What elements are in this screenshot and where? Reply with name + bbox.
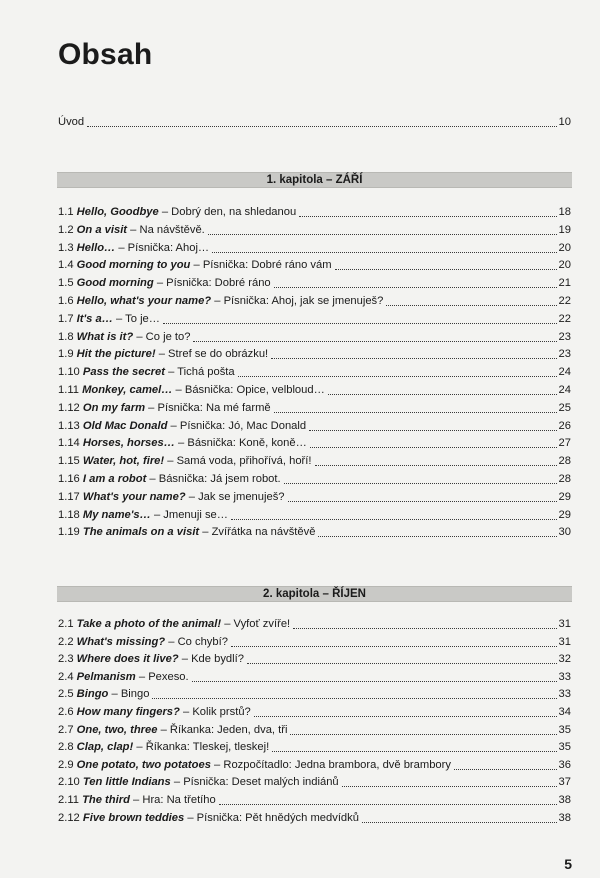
toc-entry-label xyxy=(58,506,228,524)
dot-leader xyxy=(284,483,557,484)
toc-entry xyxy=(58,221,571,239)
toc-entry-page: 22 xyxy=(558,295,571,307)
toc-entry-page: 28 xyxy=(558,455,571,468)
toc-entry-english-title: The animals on a visit xyxy=(82,526,200,539)
toc-entry-english-title: The third xyxy=(82,794,130,806)
dot-leader xyxy=(192,681,557,682)
toc-entry-english-title: Horses, horses… xyxy=(82,437,175,450)
toc-entry-label xyxy=(58,239,209,257)
toc-entry-label xyxy=(58,756,451,774)
toc-entry-page: 25 xyxy=(558,401,571,414)
dot-leader xyxy=(219,804,557,805)
toc-entry-czech-title: – Na návštěvě. xyxy=(127,223,205,236)
toc-entry xyxy=(58,703,571,721)
toc-entry xyxy=(58,434,571,452)
toc-entry-label xyxy=(58,417,306,435)
dot-leader xyxy=(152,698,556,699)
toc-entry-label xyxy=(58,703,251,721)
toc-entry xyxy=(58,756,571,774)
toc-entry-page: 38 xyxy=(558,794,571,806)
dot-leader xyxy=(293,628,556,629)
toc-entry-number: 1.5 xyxy=(58,277,77,290)
toc-entry-page: 10 xyxy=(558,116,571,128)
toc-entry-label xyxy=(58,274,271,292)
toc-entry-english-title: Bingo xyxy=(76,688,109,701)
toc-entry-english-title: I am a robot xyxy=(82,473,147,485)
toc-entry-english-title: Hello… xyxy=(76,241,116,254)
toc-entry-number: 1.8 xyxy=(58,330,77,343)
toc-entry-number: 2.8 xyxy=(58,741,77,754)
toc-entry-label xyxy=(58,328,190,346)
toc-entry-czech-title: – Říkanka: Jeden, dva, tři xyxy=(157,723,288,736)
toc-entry-number: 1.19 xyxy=(58,526,83,539)
toc-entry-number: 1.14 xyxy=(58,437,83,450)
toc-entry-label xyxy=(58,310,160,328)
toc-entry-page: 35 xyxy=(558,723,571,736)
toc-entry-number: 1.1 xyxy=(58,206,77,218)
toc-entry xyxy=(58,650,571,668)
toc-entry-number: 2.5 xyxy=(58,688,77,701)
toc-entry-page: 24 xyxy=(558,366,571,379)
toc-entry-number: 1.9 xyxy=(58,348,77,361)
toc-entry-number: 1.17 xyxy=(58,490,83,503)
toc-entry-page: 26 xyxy=(558,419,571,432)
toc-entry xyxy=(58,633,571,651)
toc-entry-label xyxy=(58,721,287,739)
toc-entry-czech-title: – Bingo xyxy=(108,688,150,701)
toc-entry-number: 1.10 xyxy=(58,366,83,379)
toc-entry-english-title: Water, hot, fire! xyxy=(82,455,165,468)
toc-entry-english-title: Five brown teddies xyxy=(82,811,185,824)
toc-entry xyxy=(58,668,571,686)
toc-entry-czech-title: – Pexeso. xyxy=(135,670,189,683)
dot-leader xyxy=(254,716,557,717)
dot-leader xyxy=(290,734,556,735)
toc-entry-number: 1.15 xyxy=(58,455,83,468)
toc-entry-page: 33 xyxy=(558,670,571,683)
toc-entry-czech-title: – Písnička: Pět hnědých medvídků xyxy=(184,811,359,824)
toc-entry-page: 18 xyxy=(558,206,571,218)
toc-entry-page: 21 xyxy=(558,277,571,290)
dot-leader xyxy=(288,501,557,502)
dot-leader xyxy=(247,663,557,664)
toc-entry-czech-title: – Tichá pošta xyxy=(164,366,235,379)
dot-leader xyxy=(272,751,556,752)
toc-entry-czech-title: – Básnička: Opice, velbloud… xyxy=(172,384,325,396)
toc-entry xyxy=(58,506,571,524)
toc-entry-label xyxy=(58,203,296,221)
toc-entry-page: 23 xyxy=(558,348,571,361)
toc-entry-number: 2.11 xyxy=(58,794,83,806)
toc-entry-czech-title: – Písnička: Dobré ráno xyxy=(153,277,271,290)
toc-entry-english-title: Good morning to you xyxy=(76,259,191,272)
toc-entry-page: 30 xyxy=(558,526,571,539)
toc-entry-english-title: What is it? xyxy=(76,330,134,343)
toc-entry-number: 1.18 xyxy=(58,508,83,521)
toc-entry xyxy=(58,292,571,310)
toc-entry xyxy=(58,470,571,488)
toc-entry-english-title: On my farm xyxy=(82,401,146,414)
toc-entry-english-title: One potato, two potatoes xyxy=(76,758,211,771)
toc-entry xyxy=(58,791,571,809)
toc-entry-page: 35 xyxy=(558,741,571,754)
toc-entry-english-title: What's your name? xyxy=(82,490,186,503)
toc-entry-number: 2.4 xyxy=(58,670,77,683)
dot-leader xyxy=(193,341,556,342)
toc-entry-czech-title: – Stref se do obrázku! xyxy=(155,348,269,361)
toc-entry xyxy=(58,328,571,346)
dot-leader xyxy=(231,646,557,647)
toc-entry-page: 29 xyxy=(558,508,571,521)
toc-entry xyxy=(58,381,571,399)
toc-entry-english-title: Monkey, camel… xyxy=(82,384,173,396)
toc-entry-page: 24 xyxy=(558,384,571,396)
toc-entry-czech-title: – Jmenuji se… xyxy=(150,508,228,521)
toc-entry-label xyxy=(58,381,325,399)
toc-entry-number: 1.11 xyxy=(58,384,83,396)
toc-entry xyxy=(58,488,571,506)
toc-entry-number: 1.12 xyxy=(58,401,83,414)
toc-entry-page: 19 xyxy=(558,223,571,236)
toc-entry-label xyxy=(58,470,281,488)
toc-entry-czech-title: – Básnička: Já jsem robot. xyxy=(146,473,281,485)
toc-entry-label xyxy=(58,256,332,274)
toc-entry-label xyxy=(58,791,216,809)
toc-entry-page: 27 xyxy=(558,437,571,450)
toc-entry-label xyxy=(58,221,205,239)
dot-leader xyxy=(342,786,557,787)
toc-entry xyxy=(58,452,571,470)
toc-entry-number: 1.2 xyxy=(58,223,77,236)
toc-entry-label xyxy=(58,773,339,791)
dot-leader xyxy=(299,216,556,217)
toc-entry-english-title: What's missing? xyxy=(76,635,166,648)
toc-entry-label xyxy=(58,668,189,686)
toc-entry-czech-title: – Písnička: Na mé farmě xyxy=(145,401,271,414)
toc-entry xyxy=(58,363,571,381)
toc-entry xyxy=(58,203,571,221)
toc-entry-label xyxy=(58,399,271,417)
toc-entry xyxy=(58,274,571,292)
toc-entry-label: Úvod xyxy=(58,116,85,128)
toc-entry-page: 20 xyxy=(558,241,571,254)
toc-entry-label xyxy=(58,650,244,668)
toc-entry-page: 20 xyxy=(558,259,571,272)
chapter-heading: 1. kapitola – ZÁŘÍ xyxy=(57,172,572,188)
toc-entry xyxy=(58,721,571,739)
toc-entry-page: 31 xyxy=(558,618,571,630)
toc-entry-intro xyxy=(58,113,571,131)
toc-entry-page: 22 xyxy=(558,312,571,325)
toc-entry xyxy=(58,310,571,328)
toc-entry-english-title: Pelmanism xyxy=(76,670,136,683)
toc-entry-page: 31 xyxy=(558,635,571,648)
toc-entry-czech-title: – To je… xyxy=(112,312,160,325)
toc-entry-number: 1.3 xyxy=(58,241,77,254)
toc-entry-page: 28 xyxy=(558,473,571,485)
toc-entry-page: 34 xyxy=(558,706,571,718)
dot-leader xyxy=(271,358,556,359)
toc-entry-english-title: Hello, what's your name? xyxy=(76,295,212,307)
toc-entry-label xyxy=(58,434,307,452)
dot-leader xyxy=(238,376,557,377)
page-title: Obsah xyxy=(58,38,153,71)
chapter-heading: 2. kapitola – ŘÍJEN xyxy=(57,586,572,602)
toc-entry-number: 2.6 xyxy=(58,706,77,718)
toc-entry-czech-title: – Písnička: Jó, Mac Donald xyxy=(167,419,307,432)
toc-entry-number: 2.10 xyxy=(58,776,83,789)
toc-entry xyxy=(58,256,571,274)
toc-entry-english-title: Good morning xyxy=(76,277,154,290)
toc-entry xyxy=(58,417,571,435)
toc-entry-page: 32 xyxy=(558,653,571,666)
toc-entry-czech-title: – Jak se jmenuješ? xyxy=(185,490,285,503)
toc-entry-english-title: One, two, three xyxy=(76,723,158,736)
toc-entry xyxy=(58,523,571,541)
toc-entry-english-title: How many fingers? xyxy=(76,706,180,718)
page-number: 5 xyxy=(564,856,572,872)
dot-leader xyxy=(454,769,557,770)
toc-entry-english-title: On a visit xyxy=(76,223,128,236)
toc-entry-label xyxy=(58,615,290,633)
toc-entry-page: 38 xyxy=(558,811,571,824)
toc-entry-page: 36 xyxy=(558,758,571,771)
toc-entry-czech-title: – Kolik prstů? xyxy=(179,706,251,718)
toc-entry-czech-title: – Dobrý den, na shledanou xyxy=(158,206,297,218)
toc-entry-label xyxy=(58,685,149,703)
toc-entry xyxy=(58,399,571,417)
toc-entry xyxy=(58,615,571,633)
toc-entry-number: 1.16 xyxy=(58,473,83,485)
toc-entry-czech-title: – Písnička: Deset malých indiánů xyxy=(170,776,339,789)
toc-entry-label xyxy=(58,809,359,827)
dot-leader xyxy=(208,234,557,235)
dot-leader xyxy=(318,536,556,537)
toc-entry-number: 1.13 xyxy=(58,419,83,432)
toc-entry-czech-title: – Hra: Na třetího xyxy=(129,794,216,806)
toc-entry-number: 2.2 xyxy=(58,635,77,648)
toc-entry xyxy=(58,809,571,827)
toc-entry-czech-title: – Samá voda, přihořívá, hoří! xyxy=(164,455,312,468)
dot-leader xyxy=(87,126,556,127)
toc-entry-label xyxy=(58,488,285,506)
toc-entry-page: 33 xyxy=(558,688,571,701)
toc-entry xyxy=(58,685,571,703)
toc-entry-english-title: Ten little Indians xyxy=(82,776,171,789)
toc-entry-number: 2.3 xyxy=(58,653,77,666)
dot-leader xyxy=(309,430,556,431)
toc-entry-number: 1.4 xyxy=(58,259,77,272)
toc-entry-label xyxy=(58,363,235,381)
toc-entry-english-title: Hit the picture! xyxy=(76,348,156,361)
dot-leader xyxy=(362,822,557,823)
dot-leader xyxy=(274,287,557,288)
toc-entry-number: 2.1 xyxy=(58,618,77,630)
toc-entry-czech-title: – Co chybí? xyxy=(165,635,228,648)
toc-entry-czech-title: – Rozpočítadlo: Jedna brambora, dvě brambory xyxy=(210,758,451,771)
toc-entry-english-title: Pass the secret xyxy=(82,366,165,379)
toc-entry-czech-title: – Básnička: Koně, koně… xyxy=(174,437,307,450)
dot-leader xyxy=(212,252,556,253)
dot-leader xyxy=(335,269,557,270)
toc-entry-czech-title: – Písnička: Dobré ráno vám xyxy=(190,259,332,272)
dot-leader xyxy=(231,519,557,520)
toc-entry-label xyxy=(58,738,269,756)
toc-entry-english-title: Hello, Goodbye xyxy=(76,206,159,218)
toc-entry-czech-title: – Vyfoť zvíře! xyxy=(221,618,291,630)
toc-entry-label xyxy=(58,345,268,363)
toc-entry-page: 37 xyxy=(558,776,571,789)
toc-entry-label xyxy=(58,633,228,651)
dot-leader xyxy=(386,305,556,306)
toc-entry-english-title: Old Mac Donald xyxy=(82,419,168,432)
toc-entry-czech-title: – Říkanka: Tleskej, tleskej! xyxy=(133,741,270,754)
toc-entry-czech-title: – Co je to? xyxy=(133,330,191,343)
toc-entry xyxy=(58,738,571,756)
toc-entry-number: 2.9 xyxy=(58,758,77,771)
toc-entry-english-title: It's a… xyxy=(76,312,113,325)
toc-entry-czech-title: – Zvířátka na návštěvě xyxy=(199,526,316,539)
toc-entry-number: 2.12 xyxy=(58,811,83,824)
toc-entry-english-title: My name's… xyxy=(82,508,151,521)
toc-entry-label xyxy=(58,292,383,310)
dot-leader xyxy=(274,412,557,413)
toc-entry-number: 1.6 xyxy=(58,295,77,307)
dot-leader xyxy=(310,447,557,448)
toc-entry xyxy=(58,345,571,363)
toc-entry-czech-title: – Písnička: Ahoj… xyxy=(115,241,210,254)
toc-entry-english-title: Where does it live? xyxy=(76,653,179,666)
toc-entry xyxy=(58,239,571,257)
toc-entry-label xyxy=(58,452,312,470)
toc-entry-page: 29 xyxy=(558,490,571,503)
toc-entry-english-title: Take a photo of the animal! xyxy=(76,618,222,630)
toc-entry-czech-title: – Kde bydlí? xyxy=(178,653,244,666)
toc-entry-label xyxy=(58,523,315,541)
toc-entry-number: 1.7 xyxy=(58,312,77,325)
toc-entry-page: 23 xyxy=(558,330,571,343)
toc-entry-english-title: Clap, clap! xyxy=(76,741,134,754)
toc-entry-number: 2.7 xyxy=(58,723,77,736)
dot-leader xyxy=(315,465,557,466)
dot-leader xyxy=(163,323,557,324)
dot-leader xyxy=(328,394,557,395)
toc-entry xyxy=(58,773,571,791)
toc-entry-czech-title: – Písnička: Ahoj, jak se jmenuješ? xyxy=(211,295,384,307)
